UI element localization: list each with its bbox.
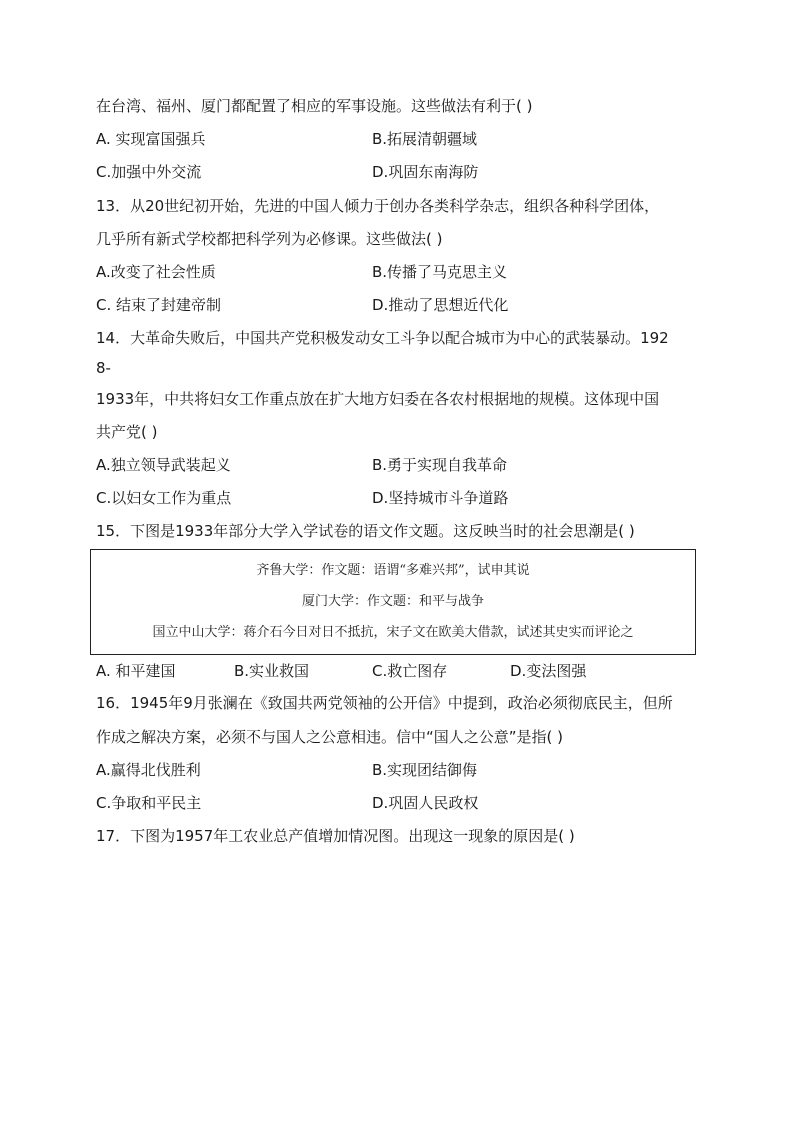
q15-box-line-zhongshan: 国立中山大学：蒋介石今日对日不抵抗，宋子文在欧美大借款，试述其史实而评论之 [152,625,634,640]
q12-options-row2 [96,162,696,182]
q16-options-row2 [96,793,696,813]
q12-option-b[interactable]: B.拓展清朝疆域 [372,130,478,148]
q15-box-line-qilu: 齐鲁大学：作文题：语谓“多难兴邦”，试申其说 [256,563,530,578]
q13-options-row1 [96,262,696,282]
q14-options-row1 [96,455,696,475]
q16-option-d[interactable]: D.巩固人民政权 [372,794,479,812]
q14-option-c[interactable]: C.以妇女工作为重点 [96,489,232,507]
q15-options-row [96,661,696,681]
q16-option-a[interactable]: A.赢得北伐胜利 [96,761,201,779]
q15-option-c[interactable]: C.救亡图存 [372,662,448,680]
q15-option-d[interactable]: D.变法图强 [510,662,587,680]
q14-option-d[interactable]: D.坚持城市斗争道路 [372,489,509,507]
q14-option-a[interactable]: A.独立领导武装起义 [96,456,231,474]
q16-option-c[interactable]: C.争取和平民主 [96,794,202,812]
q14-options-row2 [96,488,696,508]
q13-option-d[interactable]: D.推动了思想近代化 [372,296,509,314]
q13-option-c[interactable]: C. 结束了封建帝制 [96,296,222,314]
q13-options-row2 [96,295,696,315]
q12-options-row1 [96,129,696,149]
q13-stem-line2: 几乎所有新式学校都把科学列为必修课。这些做法( ) [96,230,443,248]
q16-stem-line1: 16．1945年9月张澜在《致国共两党领袖的公开信》中提到，政治必须彻底民主，但所 [96,694,673,712]
q17-stem: 17．下图为1957年工农业总产值增加情况图。出现这一现象的原因是( ) [96,827,575,845]
q16-options-row1 [96,760,696,780]
q14-stem-line3: 1933年，中共将妇女工作重点放在扩大地方妇委在各农村根据地的规模。这体现中国 [96,390,660,408]
q15-option-a[interactable]: A. 和平建国 [96,662,176,680]
q13-option-b[interactable]: B.传播了马克思主义 [372,263,508,281]
q14-stem-line2: 8- [96,359,111,377]
q12-stem: 在台湾、福州、厦门都配置了相应的军事设施。这些做法有利于( ) [96,97,533,115]
q13-stem-line1: 13．从20世纪初开始，先进的中国人倾力于创办各类科学杂志，组织各种科学团体， [96,197,660,215]
q15-box-line-xiamen: 厦门大学：作文题：和平与战争 [301,594,484,609]
q14-option-b[interactable]: B.勇于实现自我革命 [372,456,508,474]
q12-option-c[interactable]: C.加强中外交流 [96,163,202,181]
q14-stem-line1: 14．大革命失败后，中国共产党积极发动女工斗争以配合城市为中心的武装暴动。192 [96,329,669,347]
q15-stem: 15．下图是1933年部分大学入学试卷的语文作文题。这反映当时的社会思潮是( ) [96,522,635,540]
q15-option-b[interactable]: B.实业救国 [234,662,310,680]
q14-stem-line4: 共产党( ) [96,423,158,441]
q16-stem-line2: 作成之解决方案，必须不与国人之公意相违。信中“国人之公意”是指( ) [96,728,564,746]
q12-option-d[interactable]: D.巩固东南海防 [372,163,479,181]
q16-option-b[interactable]: B.实现团结御侮 [372,761,478,779]
q13-option-a[interactable]: A.改变了社会性质 [96,263,216,281]
q12-option-a[interactable]: A. 实现富国强兵 [96,130,206,148]
q15-exam-topics-box [90,549,696,655]
